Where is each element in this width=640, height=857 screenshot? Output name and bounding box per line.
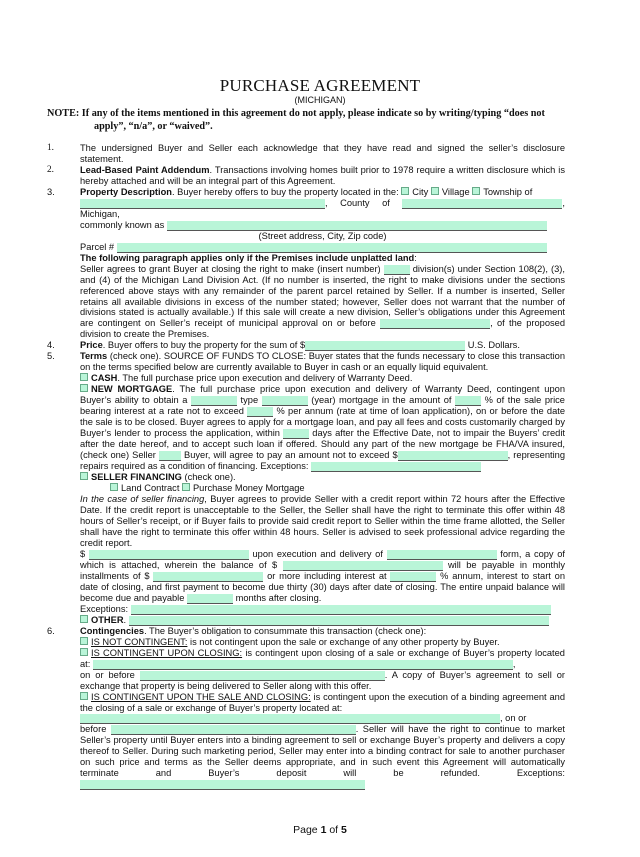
text: Seller agrees to grant Buyer at closing the right to make (insert number) — [80, 263, 384, 274]
text: . The full purchase price upon execution and delivery of Warranty Deed, contingent upon Buyer’s ability to obtain a — [80, 384, 565, 406]
text: , County of — [325, 197, 403, 208]
form-field[interactable] — [117, 243, 547, 253]
checkbox[interactable] — [431, 187, 439, 195]
checkbox[interactable] — [80, 637, 88, 645]
document-title: PURCHASE AGREEMENT — [219, 76, 421, 95]
form-field[interactable] — [283, 561, 443, 571]
text: months after closing. — [233, 592, 322, 603]
form-field[interactable] — [398, 451, 508, 461]
indent — [80, 483, 110, 493]
form-field[interactable] — [93, 660, 513, 670]
form-field[interactable] — [89, 550, 249, 560]
form-field[interactable] — [159, 451, 181, 461]
bold-heading: CASH — [91, 373, 118, 384]
clause-5 — [47, 351, 565, 625]
form-field[interactable] — [187, 594, 233, 604]
text: . A copy of Buyer’s agreement to sell or exchange that property is being delivered to Seller along with this offer. — [80, 669, 566, 691]
text: The undersigned Buyer and Seller each acknowledge that they have read and signed the seller’s disclosure statement. — [80, 143, 565, 164]
bold-heading: Terms — [80, 351, 108, 362]
text: . Buyer hereby offers to buy the property located in the: — [171, 186, 402, 197]
instruction-note: NOTE: If any of the items mentioned in this agreement do not apply, please indicate so by writing/typing “does not apply”, “n/a”, or “waived”. — [47, 108, 545, 132]
caption: (Street address, City, Zip code) — [258, 230, 387, 241]
option-label: IS CONTINGENT UPON CLOSING: — [91, 647, 243, 658]
italic-text: In the case of seller financing — [80, 494, 205, 505]
form-field[interactable] — [283, 429, 309, 439]
option-label: IS CONTINGENT UPON THE SALE AND CLOSING: — [91, 691, 311, 702]
current-page: 1 — [320, 824, 327, 837]
clause-text — [80, 351, 565, 625]
checkbox[interactable] — [110, 483, 118, 491]
clause-text — [80, 626, 565, 791]
form-field[interactable] — [311, 462, 481, 472]
form-field[interactable] — [80, 714, 500, 724]
clause-3 — [47, 187, 565, 341]
form-field[interactable] — [111, 725, 356, 735]
text: is contingent upon the execution of a binding agreement and the closing of a sale or exchange of Buyer’s property located at: — [80, 691, 565, 713]
form-field[interactable] — [140, 671, 385, 681]
clause-text — [80, 143, 565, 165]
text: before — [80, 724, 111, 735]
form-field[interactable] — [384, 265, 410, 275]
text: . The full purchase price upon execution and delivery of Warranty Deed. — [117, 373, 413, 384]
form-field[interactable] — [455, 396, 481, 406]
text: . — [123, 614, 129, 625]
clause-text — [80, 165, 565, 187]
text: . The Buyer’s obligation to consummate this transaction (check one): — [144, 625, 427, 636]
text: U.S. Dollars. — [465, 340, 520, 351]
text: % annum, interest to start on date of closing, and first payment to become due thirty (30) days after date of closing. The entire unpaid balance will become due and payable — [80, 570, 565, 603]
bold-heading: SELLER FINANCING — [91, 472, 182, 483]
text: , Michigan, — [80, 197, 565, 219]
text: $ — [80, 548, 89, 559]
form-field[interactable] — [129, 616, 549, 626]
text: type — [236, 395, 262, 406]
text: . Buyer offers to buy the property for the sum of $ — [102, 340, 306, 351]
text: commonly known as — [80, 219, 167, 230]
bold-heading: Property Description — [80, 186, 172, 197]
checkbox[interactable] — [80, 373, 88, 381]
clause-4 — [47, 340, 565, 351]
clause-number: 2. — [47, 164, 54, 175]
text: Land Contract — [121, 483, 182, 494]
text: on or before — [80, 669, 140, 680]
checkbox[interactable] — [472, 187, 480, 195]
text: form, a copy of which is attached, wherein the balance of $ — [80, 548, 565, 570]
bold-heading: OTHER — [91, 614, 124, 625]
bold-heading: Contingencies — [80, 625, 145, 636]
text: or more including interest at — [263, 570, 391, 581]
text: : — [414, 252, 417, 263]
text: (check one). SOURCE OF FUNDS TO CLOSE: Buyer states that the funds necessary to close this transaction on the terms specified below are currently available to Buyer in cash or an equally liquid equivalent. — [80, 351, 565, 373]
text: , on or — [500, 713, 527, 724]
form-field[interactable] — [390, 572, 436, 582]
form-field[interactable] — [402, 199, 562, 209]
total-pages: 5 — [341, 824, 347, 837]
text: % of the sale price bearing interest at a rate not to exceed — [80, 395, 565, 417]
checkbox[interactable] — [401, 187, 409, 195]
option-label: IS NOT CONTINGENT: — [91, 636, 188, 647]
bold-heading: Lead-Based Paint Addendum — [80, 164, 210, 175]
text: City — [412, 186, 431, 197]
checkbox[interactable] — [80, 692, 88, 700]
form-field[interactable] — [80, 199, 325, 209]
text: , of the proposed division to create the Premises. — [80, 318, 565, 340]
text: division(s) under Section 108(2), (3), and (4) of the Michigan Land Division Act. (If no number is inserted, the right to make divisions under the sections referenced above stays with any remainder of the parent parcel retained by Seller. If a number is inserted, Seller retains all available divisions in excess of the number stated; however, Seller does not warrant that the number of divisions stated is actually available.) If this sale will create a new division, Seller’s obligations under this Agreement are contingent on Seller’s receipt of municipal approval on or before — [80, 263, 565, 329]
checkbox[interactable] — [80, 648, 88, 656]
checkbox[interactable] — [80, 384, 88, 392]
clause-number: 4. — [47, 340, 55, 351]
bold-heading: Price — [80, 340, 103, 351]
text: days after the Effective Date, not to impair the Buyers’ credit after the date hereof, and to accept such loan if offered. Should any part of the new mortgage be FHA/VA insured, (check one) Seller — [80, 428, 565, 461]
document-subtitle: (MICHIGAN) — [294, 95, 346, 105]
text: (year) mortgage in the amount of — [307, 395, 456, 406]
bold-heading: NEW MORTGAGE — [91, 384, 173, 395]
form-field[interactable] — [80, 780, 365, 790]
clause-number: 6. — [47, 625, 55, 636]
form-field[interactable] — [387, 550, 497, 560]
clause-number: 3. — [47, 186, 55, 197]
text: upon execution and delivery of — [248, 548, 387, 559]
clause-number: 1. — [47, 143, 54, 153]
clause-text — [80, 340, 565, 351]
form-field[interactable] — [305, 341, 465, 351]
text: , representing repairs required as a condition of financing. Exceptions: — [80, 450, 565, 472]
clause-text — [80, 187, 565, 341]
text: Exceptions: — [80, 603, 131, 614]
text: will be payable in monthly installments of $ — [80, 559, 565, 581]
clause-6 — [47, 626, 565, 791]
checkbox[interactable] — [80, 472, 88, 480]
text: (check one). — [181, 472, 236, 483]
footer-of: of — [326, 824, 342, 837]
agreement-body — [47, 143, 565, 790]
bold-heading: The following paragraph applies only if the Premises include unplatted land — [80, 252, 415, 263]
text: . Seller will have the right to continue to market Seller’s property until Buyer enters into a binding agreement to sell or exchange Buyer’s property and delivers a copy thereof to Seller. During such marketing period, Seller may enter into a binding contract for sale to another purchaser on such price and terms as the Seller deems appropriate, and in such event this Agreement will automatically terminate and Buyer’s deposit will be refunded. Exceptions: — [80, 724, 565, 779]
clause-2 — [47, 165, 565, 187]
text: , Buyer agrees to provide Seller with a credit report within 72 hours after the Effective Date. If the credit report is unacceptable to the Seller, the Seller shall have the right to terminate this offer within 48 hours of Seller’s receipt, or if Buyer fails to provide said credit report to Seller within the time frame allotted, the Seller shall have the right to terminate this offer within 48 hours. Seller is advised to seek professional advice regarding the credit report. — [80, 494, 566, 548]
checkbox[interactable] — [80, 615, 88, 623]
checkbox[interactable] — [182, 483, 190, 491]
text: is contingent upon closing of a sale or exchange of Buyer’s property located at: — [80, 647, 565, 669]
text: is not contingent upon the sale or exchange of any other property by Buyer. — [187, 636, 500, 647]
clause-number: 5. — [47, 351, 55, 362]
form-field[interactable] — [380, 319, 490, 329]
page-footer — [0, 824, 640, 837]
text: % per annum (rate at time of loan application), on or before the date the sale is to be closed. Buyer agrees to apply for a mortgage loan, and pay all fees and costs customarily charged by Buyer’s lender to process the application, within — [80, 406, 566, 439]
text: Township of — [483, 186, 533, 197]
form-field[interactable] — [262, 396, 308, 406]
text: . Transactions involving homes built prior to 1978 require a written disclosure which is hereby attached and will be an integral part of this Agreement. — [80, 164, 565, 186]
clause-1 — [47, 143, 565, 165]
form-field[interactable] — [191, 396, 237, 406]
footer-prefix: Page — [293, 824, 321, 837]
text: Buyer, will agree to pay an amount not to exceed $ — [180, 450, 398, 461]
text: Parcel # — [80, 241, 117, 252]
text: Village — [441, 186, 473, 197]
form-field[interactable] — [247, 407, 273, 417]
form-field[interactable] — [153, 572, 263, 582]
text: , — [512, 658, 516, 669]
text: Purchase Money Mortgage — [192, 483, 305, 494]
form-field[interactable] — [131, 605, 551, 615]
form-field[interactable] — [167, 221, 547, 231]
